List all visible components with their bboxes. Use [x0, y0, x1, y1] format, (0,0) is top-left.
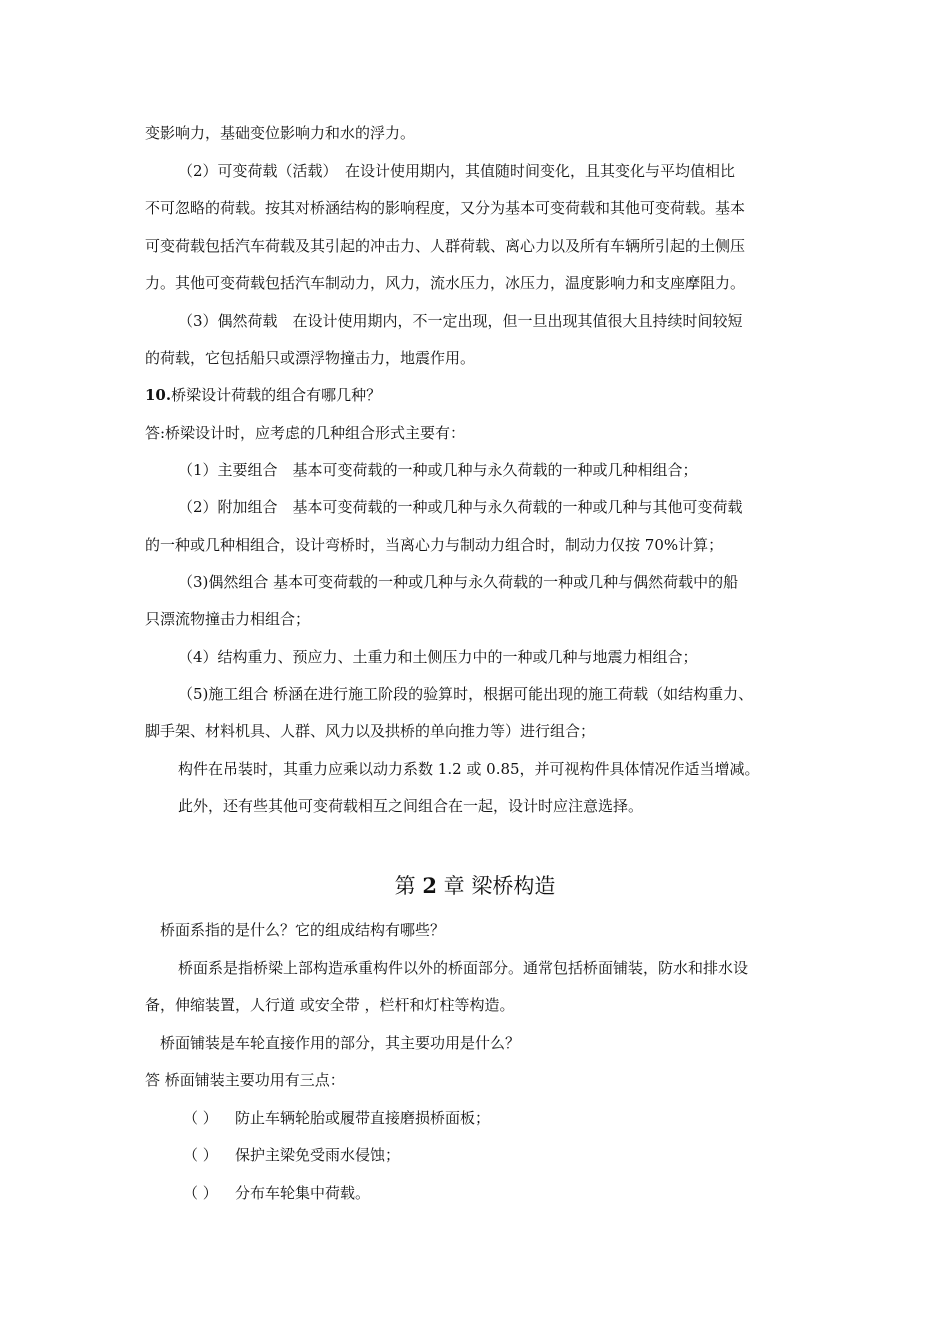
- answer-intro: 答 桥面铺装主要功用有三点：: [145, 1071, 345, 1089]
- text-line: （3)偶然组合 基本可变荷载的一种或几种与永久荷载的一种或几种与偶然荷载中的船: [178, 573, 739, 591]
- question: 桥面铺装是车轮直接作用的部分，其主要功用是什么？: [160, 1034, 521, 1052]
- text-line: 的一种或几种相组合，设计弯桥时，当离心力与制动力组合时，制动力仅按 70%计算；: [145, 536, 724, 554]
- chapter-suffix: 章 梁桥构造: [436, 874, 556, 898]
- text-line: （2）可变荷载（活载） 在设计使用期内，其值随时间变化，且其变化与平均值相比: [178, 162, 736, 180]
- text-line: 构件在吊装时，其重力应乘以动力系数 1.2 或 0.85，并可视构件具体情况作适当增减。: [178, 760, 760, 778]
- text-line: （4）结构重力、预应力、土重力和土侧压力中的一种或几种与地震力相组合；: [178, 648, 698, 666]
- list-text: 保护主梁免受雨水侵蚀；: [235, 1146, 401, 1164]
- list-marker: （ ）: [183, 1184, 218, 1202]
- text-line: 答:桥梁设计时，应考虑的几种组合形式主要有：: [145, 424, 466, 442]
- text-line: （5)施工组合 桥涵在进行施工阶段的验算时，根据可能出现的施工荷载（如结构重力、: [178, 685, 754, 703]
- text-line: 力。其他可变荷载包括汽车制动力，风力，流水压力，冰压力，温度影响力和支座摩阻力。: [145, 274, 746, 292]
- question-text: 桥梁设计荷载的组合有哪几种？: [171, 386, 382, 404]
- chapter-prefix: 第: [394, 874, 423, 898]
- list-text: 防止车辆轮胎或履带直接磨损桥面板；: [235, 1109, 491, 1127]
- chapter-title: [0, 873, 950, 899]
- list-text: 分布车轮集中荷载。: [235, 1184, 371, 1202]
- chapter-number: 2: [422, 873, 437, 898]
- question: 桥面系指的是什么？它的组成结构有哪些？: [160, 921, 446, 939]
- text-line: （1）主要组合 基本可变荷载的一种或几种与永久荷载的一种或几种相组合；: [178, 461, 698, 479]
- text-line: 只漂流物撞击力相组合；: [145, 610, 311, 628]
- text-line: 可变荷载包括汽车荷载及其引起的冲击力、人群荷载、离心力以及所有车辆所引起的土侧压: [145, 237, 746, 255]
- answer-line: 桥面系是指桥梁上部构造承重构件以外的桥面部分。通常包括桥面铺装，防水和排水设: [178, 959, 749, 977]
- text-line: 脚手架、材料机具、人群、风力以及拱桥的单向推力等）进行组合；: [145, 722, 596, 740]
- list-marker: （ ）: [183, 1109, 218, 1127]
- question-number: 10.: [145, 386, 172, 404]
- text-line: （2）附加组合 基本可变荷载的一种或几种与永久荷载的一种或几种与其他可变荷载: [178, 498, 743, 516]
- question-10: [145, 385, 381, 405]
- text-line: （3）偶然荷载 在设计使用期内，不一定出现，但一旦出现其值很大且持续时间较短: [178, 312, 743, 330]
- text-line: 此外，还有些其他可变荷载相互之间组合在一起，设计时应注意选择。: [178, 797, 644, 815]
- text-line: 变影响力，基础变位影响力和水的浮力。: [145, 124, 416, 142]
- text-line: 的荷载，它包括船只或漂浮物撞击力，地震作用。: [145, 349, 476, 367]
- list-marker: （ ）: [183, 1146, 218, 1164]
- text-line: 不可忽略的荷载。按其对桥涵结构的影响程度，又分为基本可变荷载和其他可变荷载。基本: [145, 199, 746, 217]
- answer-line: 备，伸缩装置，人行道 或安全带 ，栏杆和灯柱等构造。: [145, 996, 515, 1014]
